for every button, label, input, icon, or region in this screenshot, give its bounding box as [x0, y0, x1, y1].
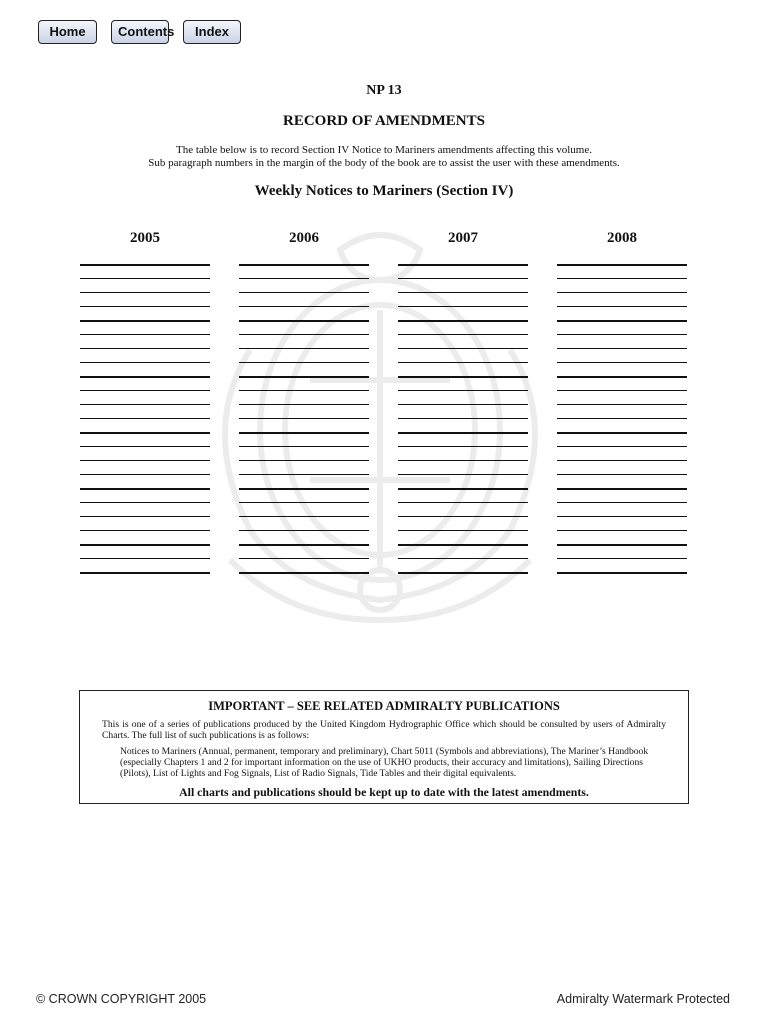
amendment-entry-line — [557, 348, 687, 349]
amendment-entry-line — [239, 348, 369, 349]
section-subtitle: Weekly Notices to Mariners (Section IV) — [254, 183, 514, 199]
amendment-entry-line — [239, 264, 369, 266]
amendment-entry-line — [80, 558, 210, 559]
amendment-entry-line — [398, 292, 528, 293]
amendment-entry-line — [239, 558, 369, 559]
amendment-entry-line — [557, 264, 687, 266]
year-heading: 2007 — [448, 230, 478, 246]
amendment-entry-line — [239, 572, 369, 574]
amendment-entry-line — [239, 544, 369, 546]
year-heading: 2008 — [607, 230, 637, 246]
amendment-entry-line — [398, 530, 528, 531]
amendment-entry-line — [398, 306, 528, 307]
amendment-entry-line — [398, 362, 528, 363]
amendment-entry-line — [80, 460, 210, 461]
amendment-entry-line — [398, 418, 528, 419]
amendment-entry-line — [398, 544, 528, 546]
intro-text — [0, 144, 768, 170]
notice-footer: All charts and publications should be kept up to date with the latest amendments. — [179, 785, 589, 799]
index-button[interactable]: Index — [183, 20, 241, 44]
amendment-entry-line — [557, 278, 687, 279]
amendment-entry-line — [80, 306, 210, 307]
publications-list: Notices to Mariners (Annual, permanent, temporary and preliminary), Chart 5011 (Symbols and abbreviations), The Mariner’s Handbook (especially Chapters 1 and 2 for important information on the use of UKHO products, their accuracy and limitations), Sailing Directions (Pilots), List of Lights and Fog Signals, List of Radio Signals, Tide Tables and their digital equivalents. — [120, 746, 649, 779]
contents-button[interactable]: Contents — [111, 20, 169, 44]
amendment-entry-line — [239, 320, 369, 322]
amendment-entry-line — [557, 530, 687, 531]
amendment-entry-line — [80, 390, 210, 391]
amendment-entry-line — [557, 432, 687, 434]
amendment-entry-line — [557, 544, 687, 546]
amendment-lines — [80, 264, 210, 574]
amendment-entry-line — [80, 516, 210, 517]
amendment-entry-line — [398, 404, 528, 405]
amendment-entry-line — [557, 306, 687, 307]
amendment-entry-line — [80, 278, 210, 279]
amendment-entry-line — [80, 334, 210, 335]
amendment-entry-line — [398, 502, 528, 503]
amendment-entry-line — [557, 334, 687, 335]
amendment-entry-line — [239, 306, 369, 307]
amendment-entry-line — [80, 432, 210, 434]
amendment-entry-line — [398, 558, 528, 559]
amendment-entry-line — [239, 390, 369, 391]
amendment-entry-line — [557, 446, 687, 447]
amendment-entry-line — [398, 264, 528, 266]
amendment-column-2007 — [398, 230, 528, 586]
amendment-entry-line — [557, 488, 687, 490]
amendment-entry-line — [557, 558, 687, 559]
year-heading: 2005 — [130, 230, 160, 246]
amendment-entry-line — [80, 572, 210, 574]
amendment-entry-line — [80, 418, 210, 419]
amendment-entry-line — [398, 334, 528, 335]
amendment-entry-line — [398, 320, 528, 322]
amendment-entry-line — [239, 362, 369, 363]
amendment-entry-line — [80, 264, 210, 266]
amendment-entry-line — [557, 516, 687, 517]
amendment-entry-line — [557, 404, 687, 405]
amendment-entry-line — [398, 446, 528, 447]
amendment-column-2006 — [239, 230, 369, 586]
amendment-entry-line — [557, 376, 687, 378]
amendment-entry-line — [398, 474, 528, 475]
amendment-entry-line — [557, 502, 687, 503]
amendment-entry-line — [80, 348, 210, 349]
intro-line-2: Sub paragraph numbers in the margin of the body of the book are to assist the user with these amendments. — [148, 157, 620, 169]
amendment-entry-line — [239, 292, 369, 293]
notice-body: This is one of a series of publications produced by the United Kingdom Hydrographic Office which should be consulted by users of Admiralty Charts. The full list of such publications is as follows: — [102, 719, 666, 741]
amendment-entry-line — [239, 530, 369, 531]
amendment-entry-line — [398, 516, 528, 517]
copyright-notice: © CROWN COPYRIGHT 2005 — [36, 992, 207, 1006]
amendment-entry-line — [557, 460, 687, 461]
year-heading: 2006 — [289, 230, 319, 246]
navigation-bar — [38, 20, 241, 44]
amendment-entry-line — [239, 334, 369, 335]
amendment-entry-line — [80, 292, 210, 293]
amendment-entry-line — [80, 530, 210, 531]
amendment-entry-line — [398, 376, 528, 378]
amendment-entry-line — [80, 404, 210, 405]
amendment-entry-line — [398, 432, 528, 434]
amendment-entry-line — [239, 516, 369, 517]
amendment-entry-line — [239, 278, 369, 279]
amendment-entry-line — [239, 404, 369, 405]
amendment-lines — [398, 264, 528, 574]
amendment-entry-line — [557, 292, 687, 293]
amendment-column-2008 — [557, 230, 687, 586]
home-button[interactable]: Home — [38, 20, 97, 44]
amendment-lines — [557, 264, 687, 574]
amendment-entry-line — [80, 320, 210, 322]
watermark-notice: Admiralty Watermark Protected — [556, 992, 730, 1006]
notice-title: IMPORTANT – SEE RELATED ADMIRALTY PUBLICATIONS — [208, 699, 560, 713]
amendment-entry-line — [80, 488, 210, 490]
amendment-entry-line — [239, 502, 369, 503]
amendment-entry-line — [557, 474, 687, 475]
amendment-lines — [239, 264, 369, 574]
intro-line-1: The table below is to record Section IV Notice to Mariners amendments affecting this volume. — [176, 144, 592, 156]
publication-code: NP 13 — [366, 83, 402, 98]
amendment-entry-line — [557, 572, 687, 574]
amendment-entry-line — [80, 474, 210, 475]
page-title: RECORD OF AMENDMENTS — [283, 113, 485, 129]
amendment-entry-line — [80, 376, 210, 378]
amendment-entry-line — [239, 460, 369, 461]
amendment-entry-line — [398, 390, 528, 391]
amendment-entry-line — [398, 348, 528, 349]
amendment-entry-line — [398, 460, 528, 461]
amendment-entry-line — [80, 544, 210, 546]
amendment-entry-line — [239, 376, 369, 378]
amendment-entry-line — [80, 446, 210, 447]
amendment-entry-line — [557, 418, 687, 419]
amendment-column-2005 — [80, 230, 210, 586]
amendment-entry-line — [80, 362, 210, 363]
amendment-entry-line — [557, 362, 687, 363]
amendment-entry-line — [557, 390, 687, 391]
important-notice-box — [79, 690, 689, 804]
amendment-entry-line — [239, 474, 369, 475]
amendment-entry-line — [239, 488, 369, 490]
amendment-entry-line — [398, 488, 528, 490]
amendment-entry-line — [398, 278, 528, 279]
amendment-entry-line — [239, 432, 369, 434]
amendment-entry-line — [80, 502, 210, 503]
amendment-entry-line — [239, 446, 369, 447]
amendment-entry-line — [557, 320, 687, 322]
amendment-entry-line — [398, 572, 528, 574]
amendment-entry-line — [239, 418, 369, 419]
